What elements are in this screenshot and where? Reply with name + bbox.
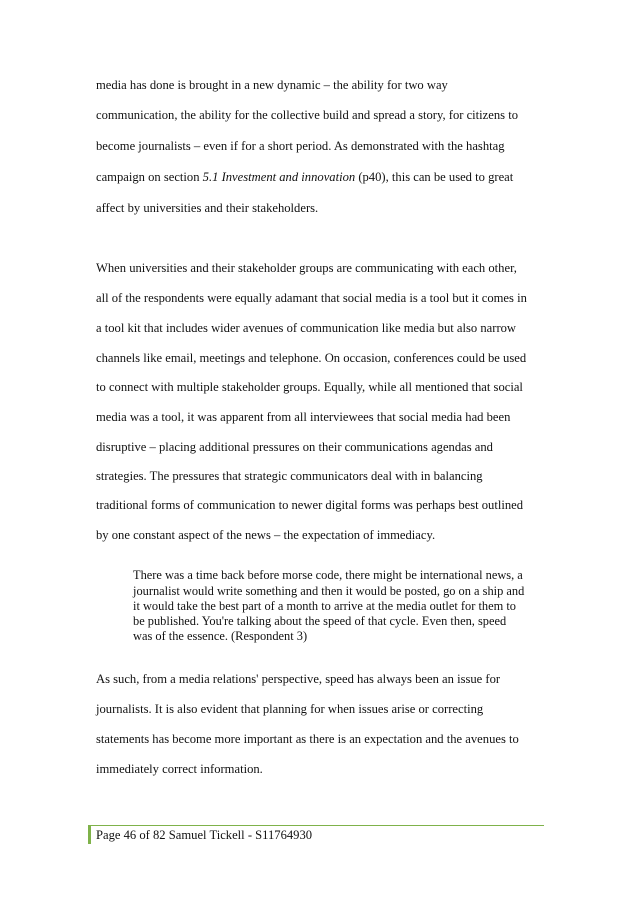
quote-line: it would take the best part of a month to arrive at the media outlet for them to bbox=[133, 599, 516, 613]
quote-line: journalist would write something and then it would be posted, go on a ship and bbox=[133, 584, 525, 598]
body-line: affect by universities and their stakeholders. bbox=[96, 201, 319, 215]
body-line: by one constant aspect of the news – the expectation of immediacy. bbox=[96, 528, 436, 542]
body-line: statements has become more important as there is an expectation and the avenues to bbox=[96, 732, 519, 746]
footer-accent-bar bbox=[88, 826, 91, 844]
page-footer: Page 46 of 82 Samuel Tickell - S11764930 bbox=[96, 828, 313, 842]
body-line: strategies. The pressures that strategic communicators deal with in balancing bbox=[96, 469, 483, 483]
text-run: (p40), this can be used to great bbox=[355, 170, 514, 184]
section-reference: 5.1 Investment and innovation bbox=[202, 170, 356, 184]
body-line-with-italic-ref bbox=[96, 170, 513, 184]
body-line: traditional forms of communication to newer digital forms was perhaps best outlined bbox=[96, 498, 524, 512]
body-line: immediately correct information. bbox=[96, 762, 263, 776]
body-line: media has done is brought in a new dynamic – the ability for two way bbox=[96, 78, 448, 92]
text-run: campaign on section bbox=[96, 170, 203, 184]
body-line: a tool kit that includes wider avenues of communication like media but also narrow bbox=[96, 321, 517, 335]
quote-line: There was a time back before morse code, there might be international news, a bbox=[133, 568, 523, 582]
body-line: disruptive – placing additional pressures on their communications agendas and bbox=[96, 440, 493, 454]
body-line: all of the respondents were equally adamant that social media is a tool but it comes in bbox=[96, 291, 527, 305]
body-line: media was a tool, it was apparent from all interviewees that social media had been bbox=[96, 410, 511, 424]
body-line: communication, the ability for the collective build and spread a story, for citizens to bbox=[96, 108, 518, 122]
quote-line: was of the essence. (Respondent 3) bbox=[133, 629, 308, 643]
body-line: channels like email, meetings and telephone. On occasion, conferences could be used bbox=[96, 351, 527, 365]
body-line: As such, from a media relations' perspective, speed has always been an issue for bbox=[96, 672, 501, 686]
body-line: journalists. It is also evident that planning for when issues arise or correcting bbox=[96, 702, 484, 716]
body-line: When universities and their stakeholder groups are communicating with each other, bbox=[96, 261, 517, 275]
body-line: become journalists – even if for a short period. As demonstrated with the hashtag bbox=[96, 139, 505, 153]
quote-line: be published. You're talking about the speed of that cycle. Even then, speed bbox=[133, 614, 507, 628]
footer-divider bbox=[88, 825, 544, 826]
body-line: to connect with multiple stakeholder groups. Equally, while all mentioned that social bbox=[96, 380, 523, 394]
